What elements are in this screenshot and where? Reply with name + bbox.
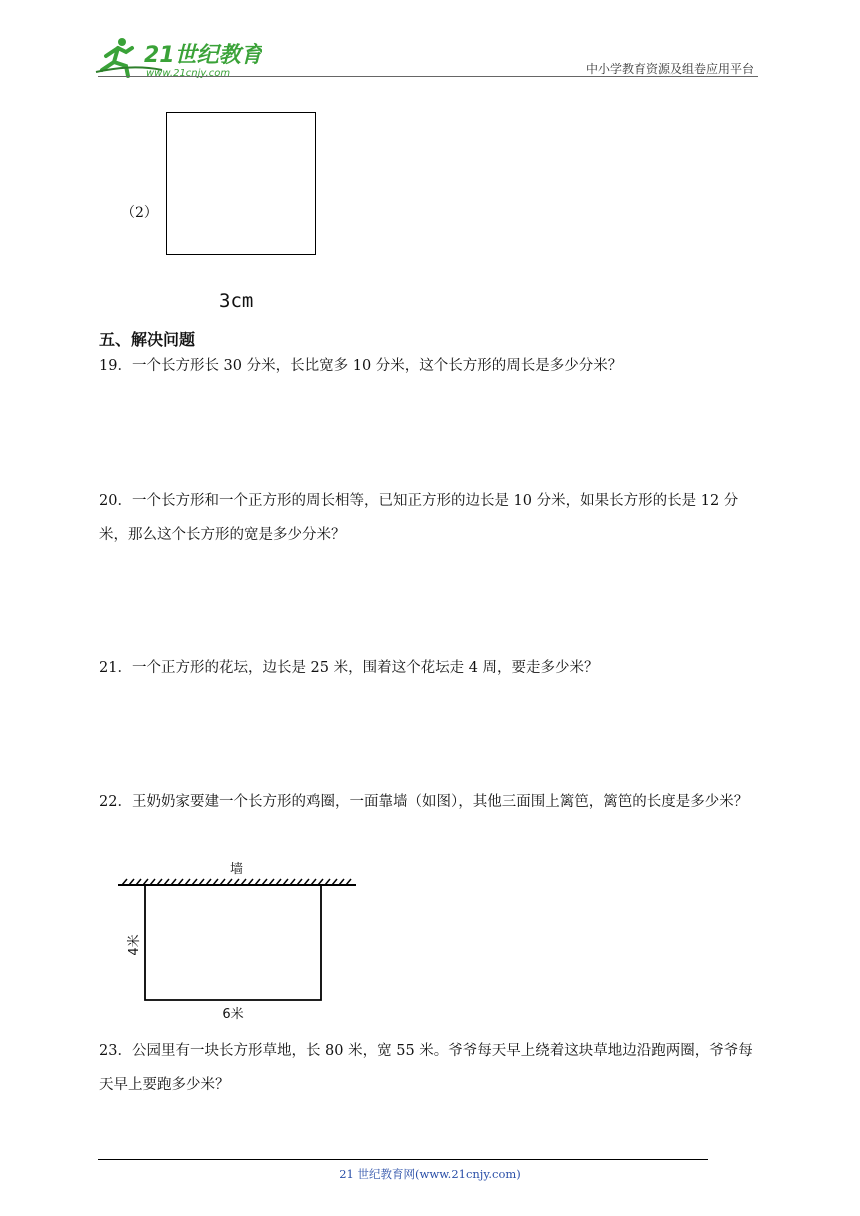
side-length-label: 4米 [127, 934, 142, 956]
header-platform-text: 中小学教育资源及组卷应用平台 [585, 62, 754, 76]
header-divider [98, 76, 758, 77]
figure-scale-label: 3cm [219, 290, 254, 312]
svg-text:www.21cnjy.com: www.21cnjy.com [146, 68, 231, 79]
site-logo [92, 34, 262, 82]
logo-graphic [92, 34, 262, 82]
question-19: 19．一个长方形长 30 分米，长比宽多 10 分米，这个长方形的周长是多少分米？ [99, 358, 623, 374]
question-23: 23．公园里有一块长方形草地，长 80 米，宽 55 米。爷爷每天早上绕着这块草地边沿跑两圈，爷爷每天早上要跑多少米？ [99, 1043, 753, 1093]
fence-outline [145, 885, 321, 1000]
figure-label: （2） [121, 205, 158, 221]
footer-link[interactable]: 21 世纪教育网(www.21cnjy.com) [339, 1167, 521, 1181]
svg-text:21世纪教育: 21世纪教育 [144, 43, 262, 68]
question-22: 22．王奶奶家要建一个长方形的鸡圈，一面靠墙（如图），其他三面围上篱笆，篱笆的长度是多少米？ [99, 794, 749, 810]
wall-hatching [118, 879, 356, 885]
square-figure [166, 112, 316, 255]
wall-label: 墙 [230, 862, 244, 877]
question-21: 21．一个正方形的花坛，边长是 25 米，围着这个花坛走 4 周，要走多少米？ [99, 660, 599, 676]
question-20: 20．一个长方形和一个正方形的周长相等，已知正方形的边长是 10 分米，如果长方形的长是 12 分米，那么这个长方形的宽是多少分米？ [99, 493, 739, 543]
wall-enclosure-figure [112, 855, 362, 1025]
bottom-length-label: 6米 [222, 1007, 244, 1022]
section-title: 五、解决问题 [99, 330, 196, 349]
footer-divider [98, 1159, 708, 1160]
